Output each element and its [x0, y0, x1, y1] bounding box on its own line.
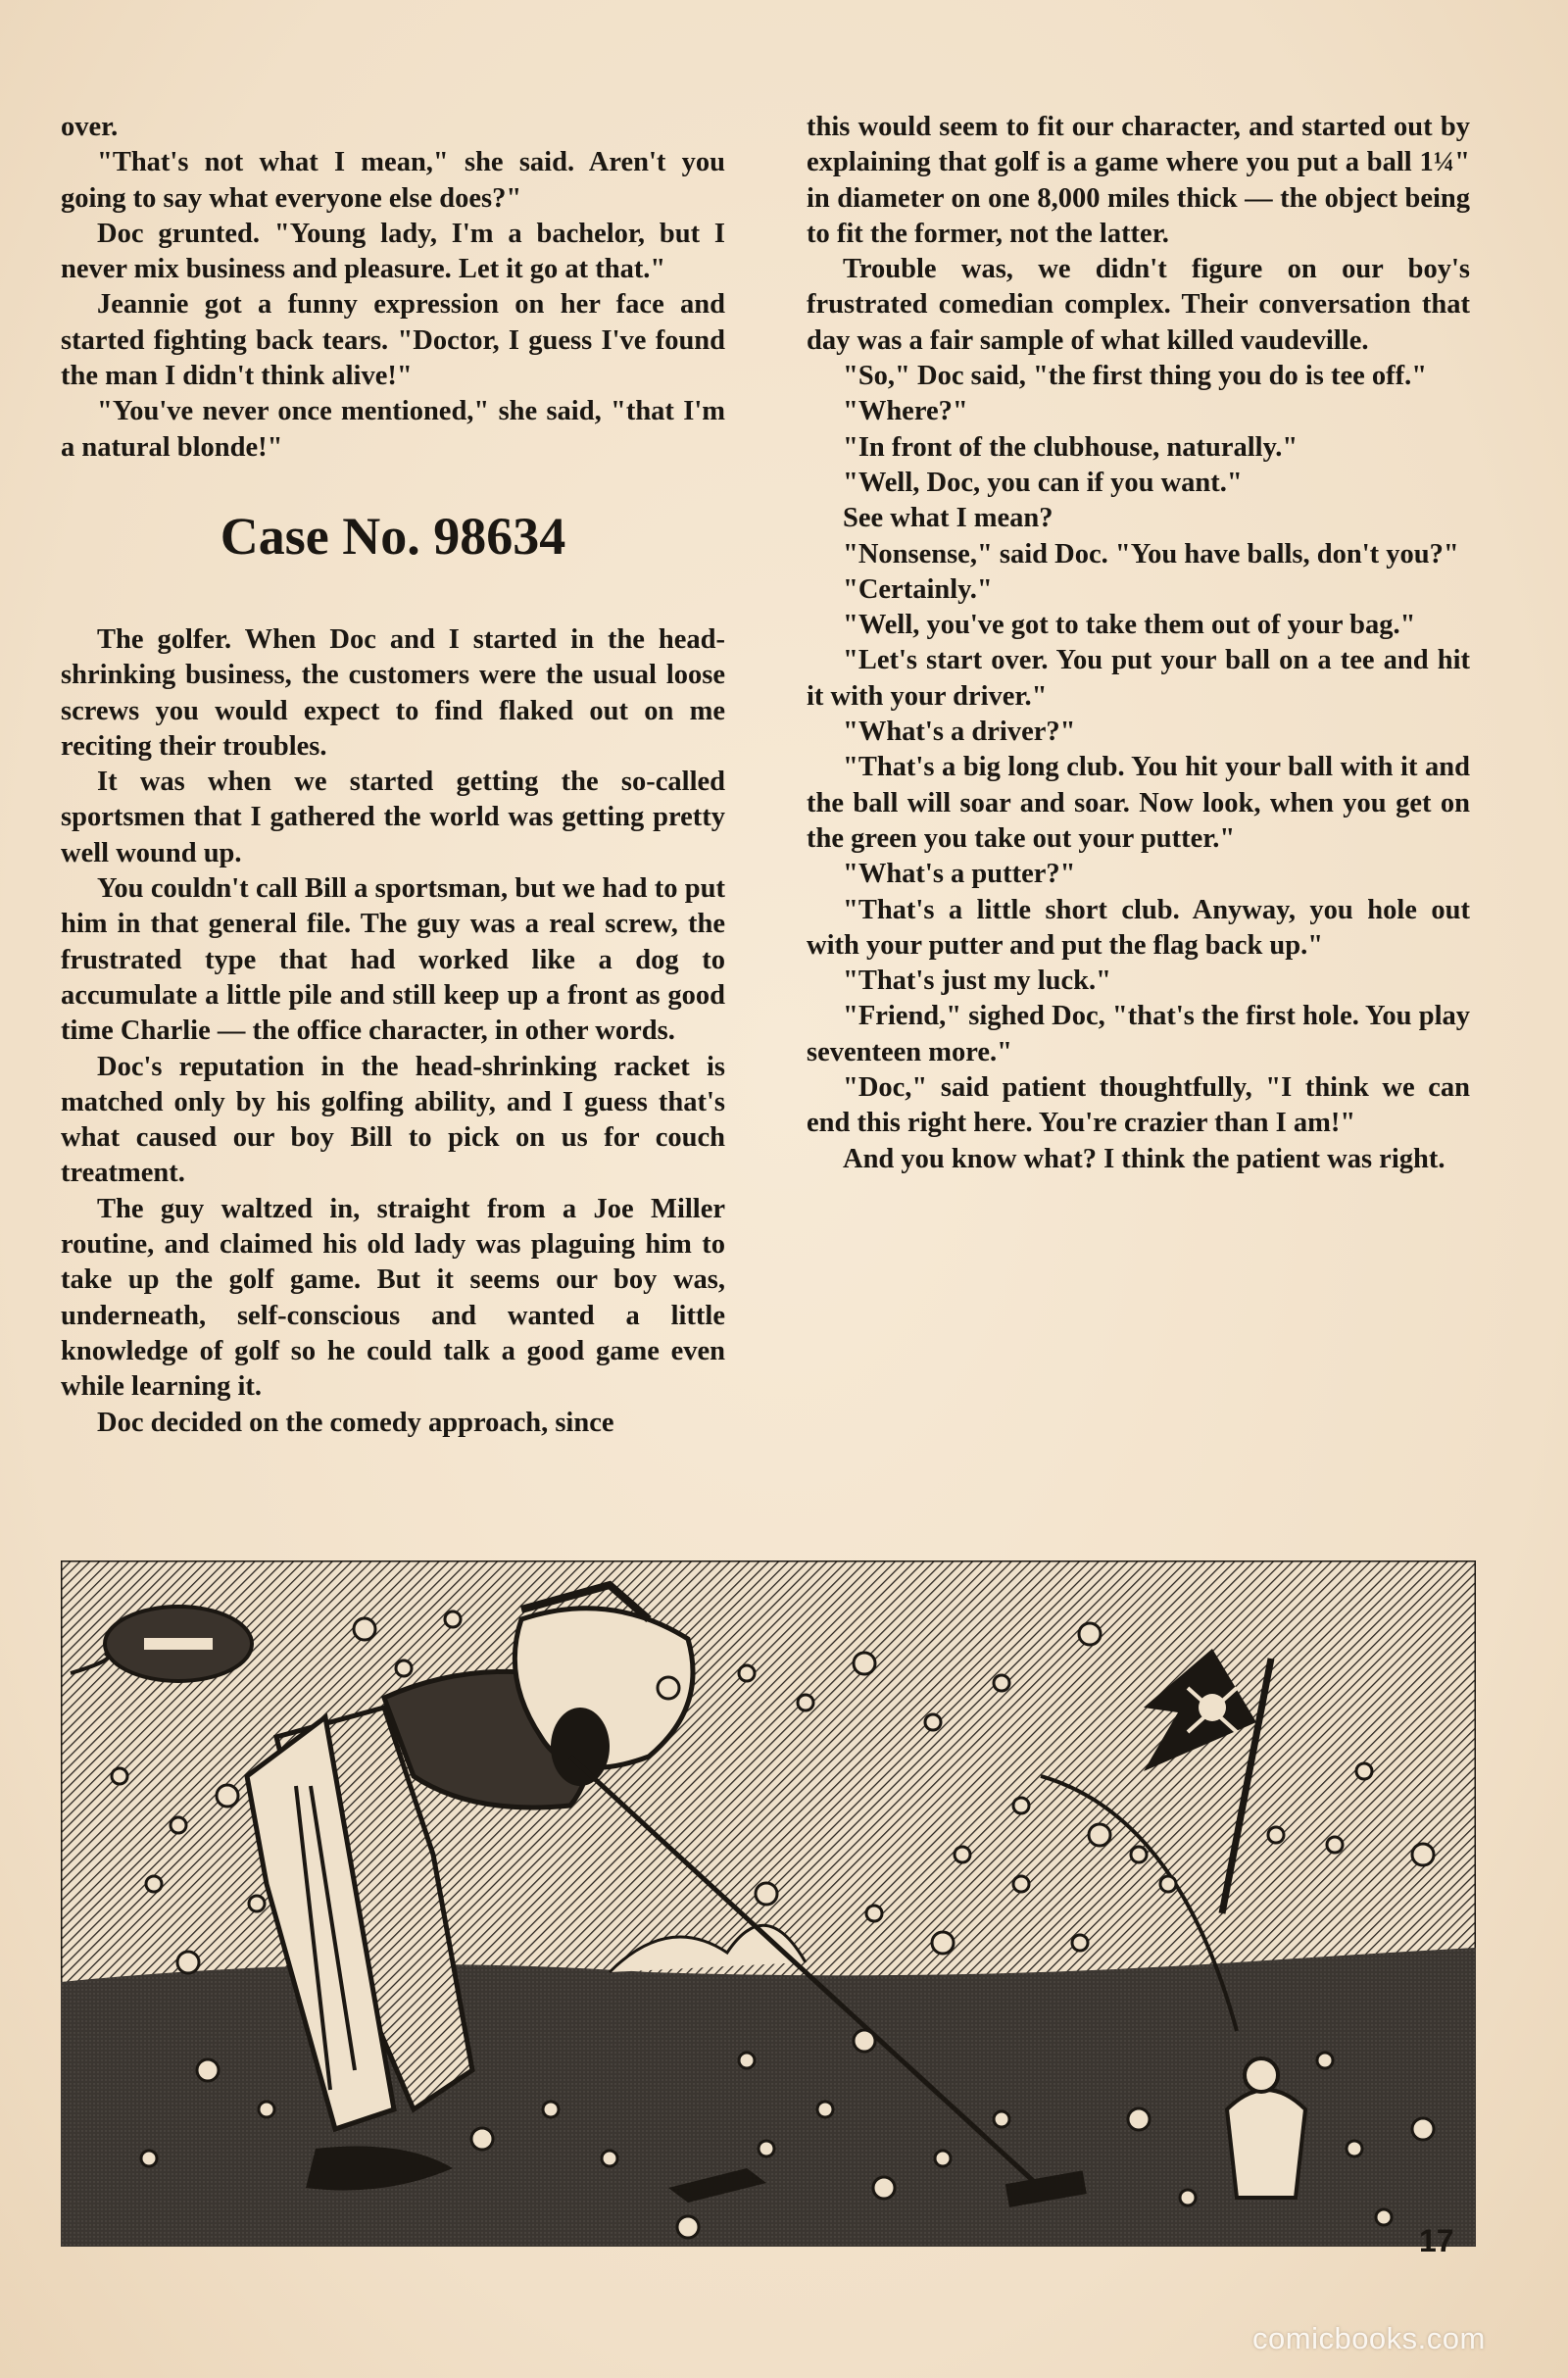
golf-ball [217, 1785, 238, 1807]
golf-ball [396, 1660, 412, 1676]
paragraph: over. [61, 112, 119, 142]
golf-ball [1412, 2118, 1434, 2140]
golf-ball [759, 2141, 774, 2156]
golf-ball [177, 1952, 199, 1973]
golf-ball [249, 1896, 265, 1911]
paragraph: Doc's reputation in the head-shrinking racket is matched only by his golfing ability, and I guess that's what caused our boy Bill to pick on us for couch treatment. [61, 1051, 725, 1189]
golf-ball [854, 1653, 875, 1674]
golf-ball [1180, 2190, 1196, 2205]
golf-ball [146, 1876, 162, 1892]
paragraph: You couldn't call Bill a sportsman, but we had to put him in that general file. The guy was a real screw, the frustrated type that had worked like a dog to accumulate a little pile and still keep up a front as good time Charlie — the office character, in other words. [61, 873, 725, 1047]
watermark: comicbooks.com [1252, 2321, 1486, 2355]
golf-ball [994, 2111, 1009, 2127]
paragraph: "What's a putter?" [843, 859, 1076, 890]
golf-ball [739, 1665, 755, 1681]
paragraph: "Certainly." [843, 573, 993, 605]
paragraph: "Nonsense," said Doc. "You have balls, don't you?" [843, 538, 1459, 570]
golf-ball [677, 2216, 699, 2238]
golf-ball [445, 1611, 461, 1627]
paragraph: Jeannie got a funny expression on her face and started fighting back tears. "Doctor, I guess I've found the man I didn't think alive!" [61, 289, 725, 392]
paragraph: The golfer. When Doc and I started in the head-shrinking business, the customers were the usual loose screws you would expect to find flaked out on me reciting their troubles. [61, 623, 725, 762]
golf-ball [1079, 1623, 1101, 1645]
golf-ball [1072, 1935, 1088, 1951]
golf-ball [817, 2102, 833, 2117]
golf-ball [602, 2151, 617, 2166]
golf-ball [873, 2177, 895, 2199]
golf-ball [739, 2053, 755, 2068]
paragraph: "Doc," said patient thoughtfully, "I think we can end this right here. You're crazier than I am!" [807, 1072, 1470, 1139]
golf-ball [798, 1695, 813, 1710]
golf-ball [354, 1618, 375, 1640]
golfer-illustration [61, 1561, 1476, 2247]
golf-ball [259, 2102, 274, 2117]
paragraph: "Let's start over. You put your ball on a tee and hit it with your driver." [807, 645, 1470, 712]
paragraph: "So," Doc said, "the first thing you do is tee off." [843, 361, 1428, 392]
golf-ball [1013, 1876, 1029, 1892]
golf-ball [1128, 2108, 1150, 2130]
golf-ball [471, 2128, 493, 2150]
golf-ball [1347, 2141, 1362, 2156]
golf-ball [112, 1768, 127, 1784]
left-column [61, 110, 725, 1441]
golf-ball [658, 1677, 679, 1699]
golf-ball [955, 1847, 970, 1862]
golf-ball [1268, 1827, 1284, 1843]
paragraph: "Where?" [843, 396, 968, 427]
golf-ball [171, 1817, 186, 1833]
golf-ball [1412, 1844, 1434, 1865]
golf-ball [1160, 1876, 1176, 1892]
golf-ball [932, 1932, 954, 1954]
paragraph: Trouble was, we didn't figure on our boy's frustrated comedian complex. Their conversation that day was a fair sample of what killed vaudeville. [807, 254, 1470, 356]
golf-ball [1376, 2209, 1392, 2225]
paragraph: this would seem to fit our character, and started out by explaining that golf is a game where you put a ball 1¼" in diameter on one 8,000 miles thick — the object being to fit the former, not the latter. [807, 112, 1470, 249]
right-column [807, 110, 1470, 1177]
paragraph: "Well, you've got to take them out of your bag." [843, 610, 1416, 641]
paragraph: "That's a big long club. You hit your ball with it and the ball will soar and soar. Now look, when you get on the green you take out your putter." [807, 752, 1470, 854]
golf-ball [1356, 1763, 1372, 1779]
paragraph: "What's a driver?" [843, 717, 1076, 748]
page-number: 17 [1419, 2223, 1454, 2258]
paragraph: The guy waltzed in, straight from a Joe Miller routine, and claimed his old lady was plaguing him to take up the golf game. But it seems our boy was, underneath, self-conscious and wanted a little knowledge of golf so he could talk a good game even while learning it. [61, 1193, 725, 1403]
golf-ball [1131, 1847, 1147, 1862]
paragraph: And you know what? I think the patient was right. [843, 1143, 1446, 1174]
golf-ball [197, 2059, 219, 2081]
paragraph: "That's not what I mean," she said. Aren't you going to say what everyone else does?" [61, 147, 725, 214]
paragraph: "Friend," sighed Doc, "that's the first hole. You play seventeen more." [807, 1001, 1470, 1067]
golf-ball [543, 2102, 559, 2117]
paragraph: Doc grunted. "Young lady, I'm a bachelor, but I never mix business and pleasure. Let it go at that." [61, 218, 725, 285]
golf-ball [925, 1714, 941, 1730]
paragraph: Doc decided on the comedy approach, since [97, 1407, 614, 1438]
golf-ball [756, 1883, 777, 1905]
paragraph: "That's just my luck." [843, 966, 1111, 997]
golf-ball [1089, 1824, 1110, 1846]
paragraph: "Well, Doc, you can if you want." [843, 467, 1243, 498]
golf-ball [1013, 1798, 1029, 1813]
paragraph: See what I mean? [843, 503, 1054, 534]
paragraph: "That's a little short club. Anyway, you hole out with your putter and put the flag back up." [807, 894, 1470, 961]
golf-ball [1317, 2053, 1333, 2068]
paragraph: It was when we started getting the so-called sportsmen that I gathered the world was getting pretty well wound up. [61, 767, 725, 868]
golf-ball [854, 2030, 875, 2052]
golf-ball [935, 2151, 951, 2166]
paragraph: "You've never once mentioned," she said, "that I'm a natural blonde!" [61, 396, 725, 463]
golf-ball [141, 2151, 157, 2166]
paragraph: "In front of the clubhouse, naturally." [843, 431, 1298, 463]
golf-ball [994, 1675, 1009, 1691]
golf-ball [1327, 1837, 1343, 1853]
golf-ball [866, 1906, 882, 1921]
case-heading: Case No. 98634 [220, 506, 566, 566]
